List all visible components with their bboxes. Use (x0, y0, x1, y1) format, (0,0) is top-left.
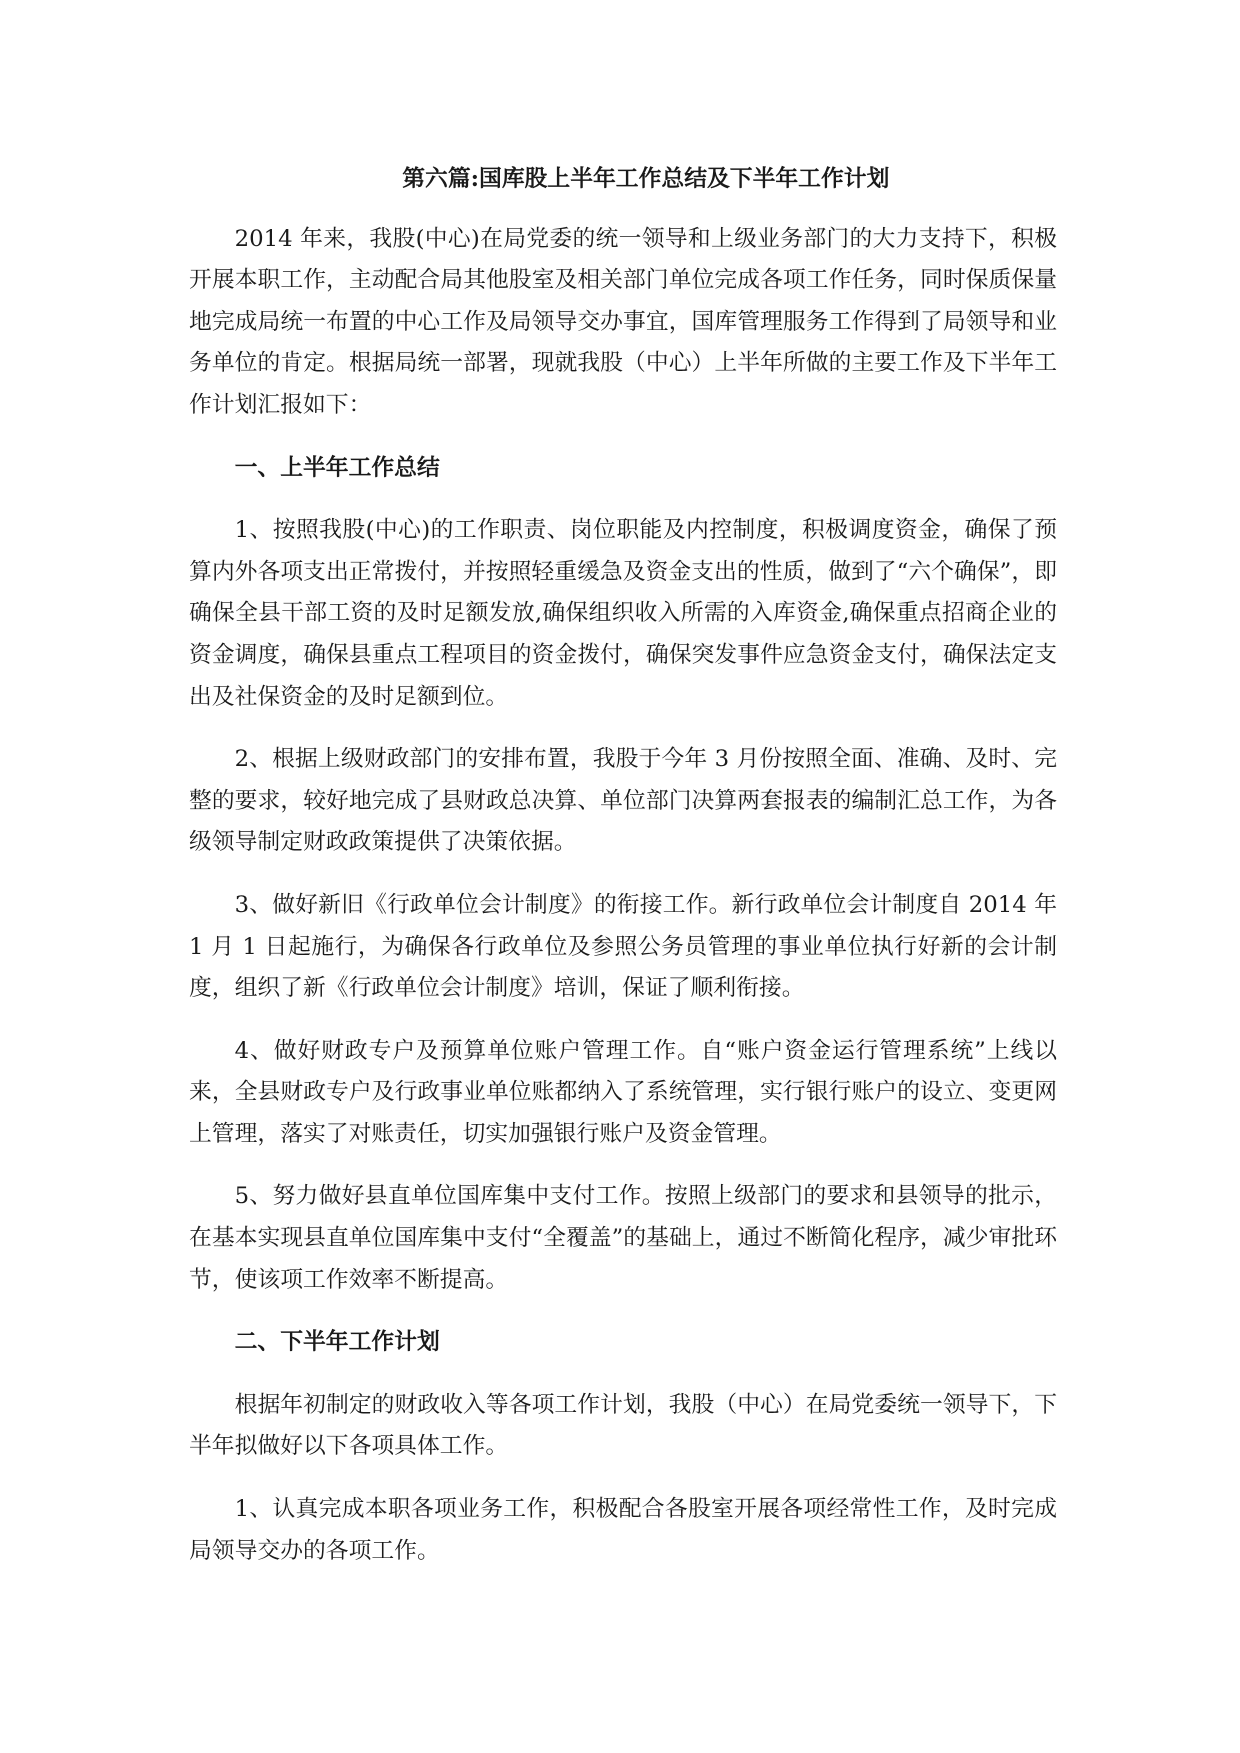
summary-item-5: 5、努力做好县直单位国库集中支付工作。按照上级部门的要求和县领导的批示，在基本实现县直单位国库集中支付“全覆盖”的基础上，通过不断简化程序，减少审批环节，使该项工作效率不断提高。 (189, 1183, 1057, 1293)
summary-item-4: 4、做好财政专户及预算单位账户管理工作。自“账户资金运行管理系统”上线以来，全县财政专户及行政事业单位账都纳入了系统管理，实行银行账户的设立、变更网上管理，落实了对账责任，切实加强银行账户及资金管理。 (189, 1037, 1057, 1147)
document-title: 第六篇:国库股上半年工作总结及下半年工作计划 (402, 166, 890, 192)
section-heading-second-half: 二、下半年工作计划 (234, 1329, 440, 1356)
plan-item-1: 1、认真完成本职各项业务工作，积极配合各股室开展各项经常性工作，及时完成局领导交办的各项工作。 (189, 1496, 1057, 1564)
summary-item-3: 3、做好新旧《行政单位会计制度》的衔接工作。新行政单位会计制度自 2014 年 1 月 1 日起施行，为确保各行政单位及参照公务员管理的事业单位执行好新的会计制度，组织了新《行政单位会计制度》培训，保证了顺利衔接。 (189, 891, 1057, 1002)
summary-item-2: 2、根据上级财政部门的安排布置，我股于今年 3 月份按照全面、准确、及时、完整的要求，较好地完成了县财政总决算、单位部门决算两套报表的编制汇总工作，为各级领导制定财政政策提供了决策依据。 (189, 746, 1057, 856)
section-heading-first-half: 一、上半年工作总结 (234, 454, 440, 481)
document-body (189, 159, 1057, 1572)
summary-item-1: 1、按照我股(中心)的工作职责、岗位职能及内控制度，积极调度资金，确保了预算内外各项支出正常拨付，并按照轻重缓急及资金支出的性质，做到了“六个确保”，即确保全县干部工资的及时足额发放,确保组织收入所需的入库资金,确保重点招商企业的资金调度，确保县重点工程项目的资金拨付，确保突发事件应急资金支付，确保法定支出及社保资金的及时足额到位。 (189, 517, 1057, 710)
intro-paragraph: 2014 年来，我股(中心)在局党委的统一领导和上级业务部门的大力支持下，积极开展本职工作，主动配合局其他股室及相关部门单位完成各项工作任务，同时保质保量地完成局统一布置的中心工作及局领导交办事宜，国库管理服务工作得到了局领导和业务单位的肯定。根据局统一部署，现就我股（中心）上半年所做的主要工作及下半年工作计划汇报如下： (189, 225, 1057, 418)
plan-intro-paragraph: 根据年初制定的财政收入等各项工作计划，我股（中心）在局党委统一领导下，下半年拟做好以下各项具体工作。 (189, 1391, 1057, 1460)
